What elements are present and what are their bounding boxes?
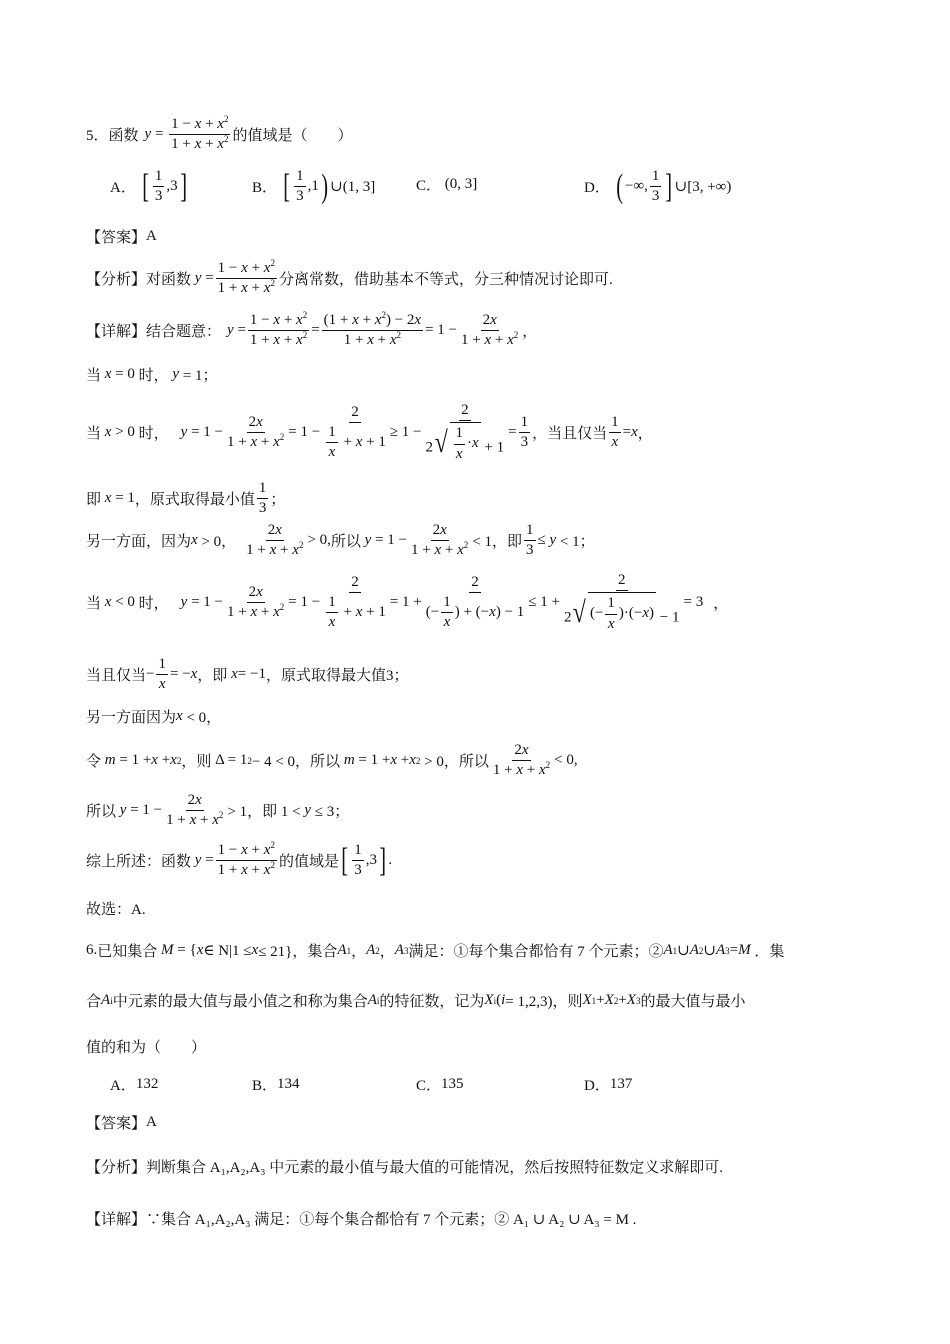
q5-detail-line-8: 另一方面因为 x < 0， — [86, 708, 222, 726]
analysis-tag: 【分析】 — [86, 272, 147, 289]
text: 当 — [86, 425, 102, 442]
q5-detail-line-9: 令 m = 1 + x + x 2 ，则 Δ = 1 2 − 4 < 0，所以 m = 1 + x + x 2 > 0，所以 $\frac{2x}{1 + x + x^2}$ < 0, — [86, 742, 578, 779]
q6-stem-line-2: 合 A i 中元素的最大值与最小值之和称为集合 A i 的特征数，记为 X i ( i = 1,2,3)，则 X 1 + X 2 + X 3 的最大值与最小 — [86, 992, 746, 1010]
text: 当 — [86, 368, 102, 384]
q5-option-d: D． ( −∞, $\frac{1}{3}$ ] ∪[3, +∞) — [584, 167, 732, 205]
q6-stem-line-1: 6. 已知集合 M = { x ∈ N|1 ≤ x ≤ 21}，集合 A 1 ， A 2 ， A 3 满足：①每个集合都恰有 7 个元素；② A 1 ∪ A 2 ∪ A 3 = M ．集 — [86, 942, 785, 960]
option-label: A． — [110, 1078, 136, 1094]
q6-number: 6. — [86, 942, 98, 958]
q5-analysis: 【分析】 对函数 y = $\frac{1 - x + x^2}{1 + x + x^2}$ 分离常数，借助基本不等式，分三种情况讨论即可. — [86, 258, 613, 297]
text: 综上所述：函数 — [86, 854, 192, 871]
q5-detail-line-4: 即 x = 1 ，原式取得最小值 $\frac{1}{3}$ ； — [86, 480, 286, 517]
option-value: 132 — [135, 1076, 159, 1092]
q6-option-a — [110, 1074, 158, 1095]
detail-text: ∵集合 A₁,A₂,A₃ 满足：①每个集合都恰有 7 个元素；② A₁ ∪ A₂ ∪ A₃ = M . — [146, 1212, 637, 1228]
q5-final — [86, 898, 146, 919]
text: 即 — [212, 668, 228, 685]
text: 另一方面，因为 — [86, 534, 192, 551]
q6-analysis — [86, 1156, 723, 1177]
q6-option-c — [416, 1074, 464, 1095]
option-value: 137 — [609, 1076, 633, 1092]
text: ，原式取得最大值 — [265, 668, 386, 685]
answer-value: A — [146, 1114, 157, 1130]
answer-tag: 【答案】 — [86, 1116, 147, 1132]
text: 时， — [138, 425, 169, 442]
option-label: D． — [584, 1078, 610, 1094]
option-label: A． — [110, 180, 136, 197]
answer-value: A — [146, 228, 157, 244]
q5-option-c: C． (0, 3] — [416, 176, 478, 194]
q5-stem-prefix: 函数 — [108, 128, 139, 145]
text: 时， — [138, 368, 169, 384]
q5-answer — [86, 226, 157, 247]
detail-tag: 【详解】 — [86, 324, 147, 341]
q6-option-d — [584, 1074, 632, 1095]
q5-number: 5． — [86, 128, 109, 145]
text: 令 — [86, 754, 102, 771]
q5-detail-line-6: 当 x < 0 时， y = 1 − $\frac{2x}{1 + x + x^2}$ = 1 − 2 $\frac{1}{x}$ + x + 1 = 1 + 2 (− $\frac{1}{x}$ ) + (−x) − 1 ≤ 1 + 2 2 √ (− $\frac{1}{x}$ )·(− x ) − 1 = 3 ， — [86, 572, 729, 632]
answer-tag: 【答案】 — [86, 230, 147, 246]
q6-answer — [86, 1112, 157, 1133]
text: ，原式取得最小值 — [134, 492, 255, 509]
q6-stem-line-3 — [86, 1036, 206, 1057]
option-label: C． — [416, 1078, 442, 1094]
q5-option-b: B． [ $\frac{1}{3}$ ,1 ) ∪(1, 3] — [252, 167, 376, 205]
text: 当且仅当 — [547, 425, 608, 442]
analysis-suffix: 分离常数，借助基本不等式，分三种情况讨论即可. — [278, 272, 613, 289]
q5-detail-line-3: 当 x > 0 时， y = 1 − $\frac{2x}{1 + x + x^2}$ = 1 − 2 $\frac{1}{x}$ + x + 1 ≥ 1 − 2 2 √ $\frac{1}{x}$ · x + 1 = $\frac{1}{3}$ ， 当且仅当 $\frac{1}{x}$ = x ， — [86, 402, 653, 462]
text: 所以 — [86, 804, 117, 821]
option-label: D． — [584, 180, 610, 197]
q5-detail-line-5: 另一方面，因为 x > 0， $\frac{2x}{1 + x + x^2}$ > 0, 所以 y = 1 − $\frac{2x}{1 + x + x^2}$ < 1，即 $\frac{1}{3}$ ≤ y < 1； — [86, 522, 595, 559]
text: 故选：A. — [86, 902, 146, 918]
detail-tag: 【详解】 — [86, 1212, 147, 1228]
text: 即 — [86, 492, 102, 509]
q5-stem-suffix: 的值域是（ ） — [232, 128, 353, 145]
detail-prefix: 结合题意： — [146, 324, 222, 341]
q5-detail-line-2: 当 x = 0 时， y = 1； — [86, 366, 218, 384]
q5-summary: 综上所述：函数 y = $\frac{1 - x + x^2}{1 + x + x^2}$ 的值域是 [ $\frac{1}{3}$ ,3 ] . — [86, 840, 393, 879]
q5-option-a: A． [ $\frac{1}{3}$ ,3 ] — [110, 167, 187, 205]
analysis-tag: 【分析】 — [86, 1160, 147, 1176]
q6-detail — [86, 1208, 636, 1229]
text: 所以 — [330, 534, 361, 551]
option-label: B． — [252, 1078, 278, 1094]
q5-detail-line-7: 当且仅当 − $\frac{1}{x}$ = − x ， 即 x = −1 ，原式取得最大值 3； — [86, 656, 409, 693]
analysis-prefix: 对函数 — [146, 272, 192, 289]
text: 另一方面因为 — [86, 710, 177, 726]
text: 当且仅当 — [86, 668, 147, 685]
text: 当 — [86, 595, 102, 612]
option-label: B． — [252, 180, 278, 197]
q5-function-fraction: $\frac{1 - x + x^2}{1 + x + x^2}$ — [171, 114, 229, 153]
text: 的值域是 — [278, 854, 339, 871]
text: 时， — [138, 595, 169, 612]
text: 值的和为（ ） — [86, 1040, 207, 1056]
q5-detail-line-1: 【详解】 结合题意： y = $\frac{1 - x + x^2}{1 + x + x^2}$ = $\frac{(1 + x + x^2) - 2x}{1 + x + x^2}$ = 1 − $\frac{2x}{1 + x + x^2}$ ， — [86, 310, 538, 349]
q5-detail-line-10: 所以 y = 1 − $\frac{2x}{1 + x + x^2}$ > 1，即 1 < y ≤ 3； — [86, 792, 350, 829]
option-value: 134 — [277, 1076, 300, 1092]
q6-option-b — [252, 1074, 300, 1095]
analysis-text: 判断集合 A₁,A₂,A₃ 中元素的最小值与最大值的可能情况，然后按照特征数定义求解即可. — [146, 1160, 723, 1176]
q5-stem: 5． 函数 y = $\frac{1 - x + x^2}{1 + x + x^2}$ 的值域是（ ） — [86, 114, 353, 153]
text: ，则 — [181, 754, 212, 771]
option-value: 135 — [441, 1076, 464, 1092]
option-label: C． — [416, 178, 442, 194]
